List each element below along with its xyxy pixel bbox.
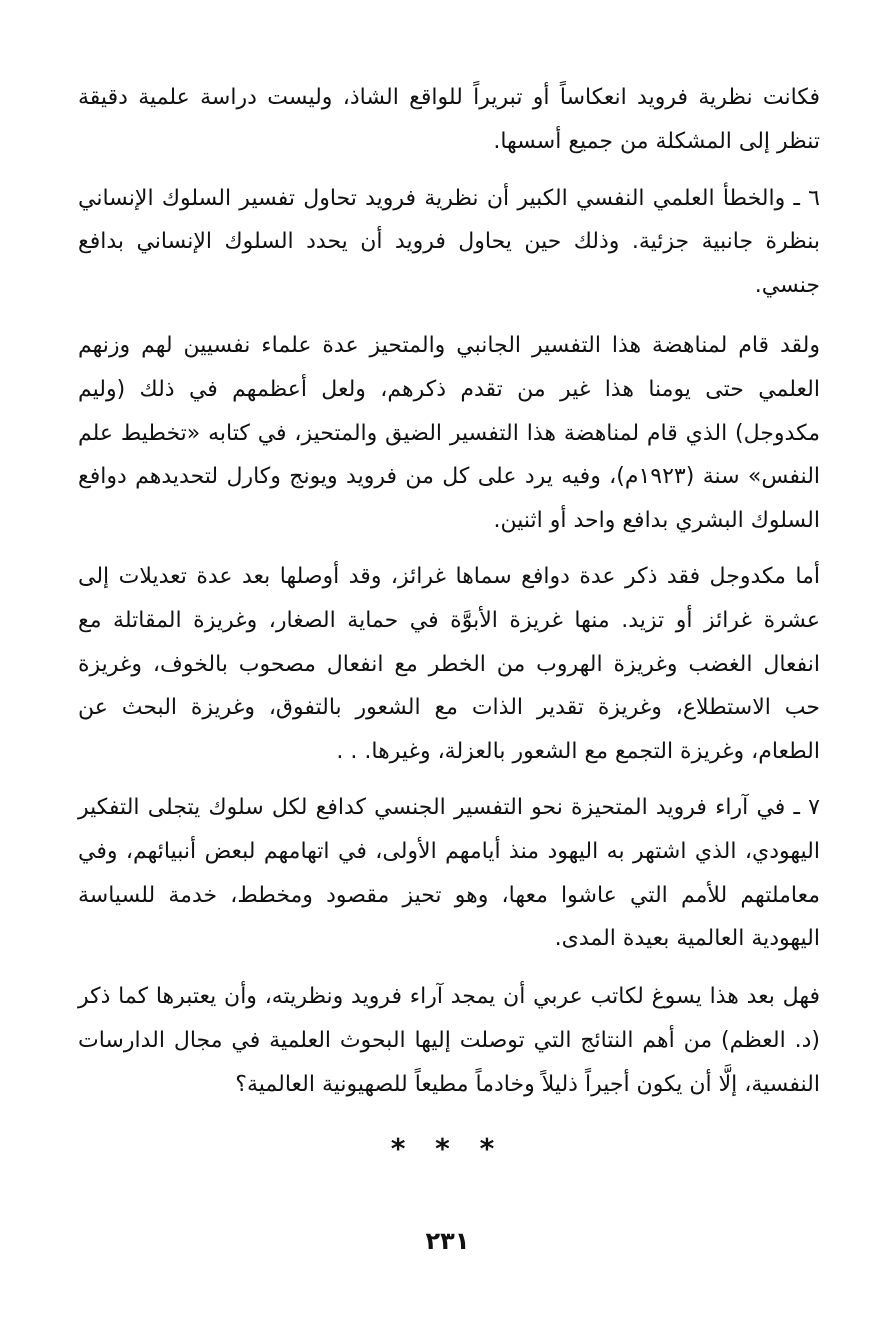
paragraph-2: ٦ ـ والخطأ العلمي النفسي الكبير أن نظرية فرويد تحاول تفسير السلوك الإنساني بنظرة جانبية جزئية. وذلك حين يحاول فرويد أن يحدد السلوك الإنساني بدافع جنسي.	[78, 185, 820, 299]
paragraph-6: فهل بعد هذا يسوغ لكاتب عربي أن يمجد آراء فرويد ونظريته، وأن يعتبرها كما ذكر (د. العظم) من أهم النتائج التي توصلت إليها البحوث العلمية في مجال الدارسات النفسية، إلَّا أن يكون أجيراً ذليلاً وخادماً مطيعاً للصهيونية العالمية؟	[78, 984, 820, 1097]
page-number: ٢٣١	[425, 1227, 470, 1255]
paragraph-1: فكانت نظرية فرويد انعكاساً أو تبريراً للواقع الشاذ، وليست دراسة علمية دقيقة تنظر إلى المشكلة من جميع أسسها.	[78, 85, 820, 154]
paragraph-4: أما مكدوجل فقد ذكر عدة دوافع سماها غرائز، وقد أوصلها بعد عدة تعديلات إلى عشرة غرائز أو تزيد. منها غريزة الأبوَّة في حماية الصغار، وغريزة المقاتلة مع انفعال الغضب وغريزة الهروب من الخطر مع انفعال مصحوب بالخوف، وغريزة حب الاستطلاع، وغريزة تقدير الذات مع الشعور بالتفوق، وغريزة البحث عن الطعام، وغريزة التجمع مع الشعور بالعزلة، وغيرها. . .	[78, 563, 820, 765]
paragraph-5: ٧ ـ في آراء فرويد المتحيزة نحو التفسير الجنسي كدافع لكل سلوك يتجلى التفكير اليهودي، الذي اشتهر به اليهود منذ أيامهم الأولى، في اتهامهم لبعض أنبيائهم، وفي معاملتهم للأمم التي عاشوا معها، وهو تحيز مقصود ومخطط، خدمة للسياسة اليهودية العالمية بعيدة المدى.	[78, 794, 820, 952]
page-body	[78, 76, 820, 1107]
paragraph-3: ولقد قام لمناهضة هذا التفسير الجانبي والمتحيز عدة علماء نفسيين لهم وزنهم العلمي حتى يومنا هذا غير من تقدم ذكرهم، ولعل أعظمهم في ذلك (وليم مكدوجل) الذي قام لمناهضة هذا التفسير الضيق والمتحيز، في كتابه «تخطيط علم النفس» سنة (١٩٢٣م)، وفيه يرد على كل من فرويد ويونج وكارل لتحديدهم دوافع السلوك البشري بدافع واحد أو اثنين.	[78, 332, 821, 534]
section-separator: * * *	[390, 1132, 505, 1165]
